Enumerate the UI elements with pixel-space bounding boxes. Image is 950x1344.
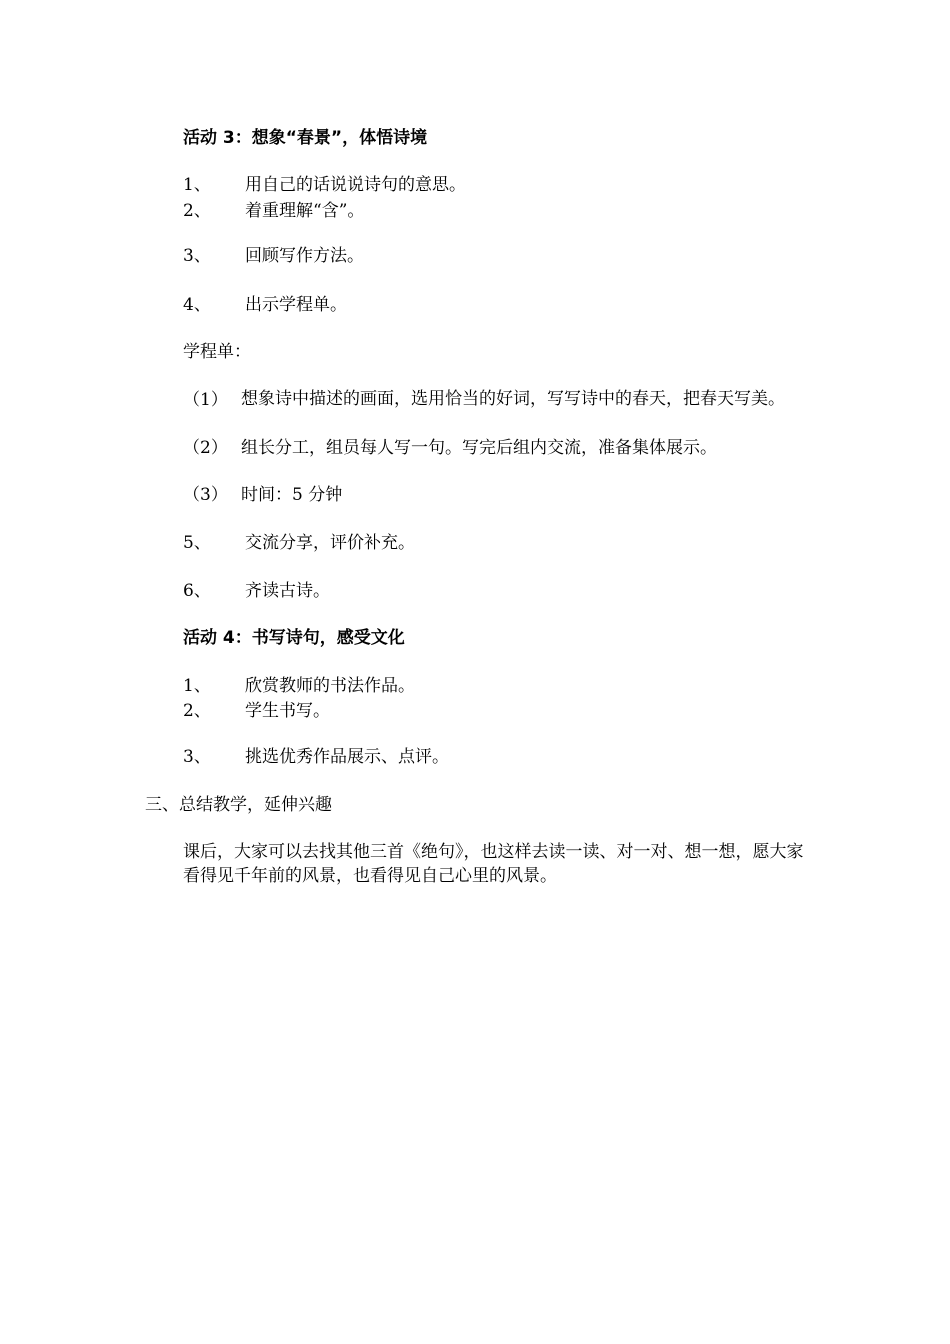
worksheet-item-text: 时间：5 分钟 [241, 485, 343, 505]
step-number: 4、 [183, 295, 211, 315]
step-number: 1、 [183, 175, 211, 195]
step-text: 着重理解“含”。 [245, 201, 365, 221]
worksheet-item-number: （1） [183, 390, 228, 410]
section3-heading: 三、总结教学，延伸兴趣 [145, 795, 332, 815]
worksheet-item-text: 想象诗中描述的画面，选用恰当的好词，写写诗中的春天，把春天写美。 [241, 389, 785, 409]
step-number: 3、 [183, 747, 211, 767]
step-number: 1、 [183, 676, 211, 696]
step-number: 3、 [183, 246, 211, 266]
step-number: 2、 [183, 701, 211, 721]
activity3-heading: 活动 3：想象“春景”，体悟诗境 [183, 128, 428, 148]
step-number: 2、 [183, 201, 211, 221]
activity4-heading: 活动 4：书写诗句，感受文化 [183, 628, 405, 648]
step-text: 欣赏教师的书法作品。 [245, 676, 415, 696]
closing-paragraph: 课后，大家可以去找其他三首《绝句》，也这样去读一读、对一对、想一想，愿大家看得见千年前的风景，也看得见自己心里的风景。 [183, 842, 804, 886]
step-text: 学生书写。 [245, 701, 330, 721]
worksheet-label: 学程单： [183, 342, 251, 362]
worksheet-item-number: （3） [183, 485, 228, 505]
step-text: 交流分享，评价补充。 [245, 533, 415, 553]
step-text: 齐读古诗。 [245, 581, 330, 601]
step-number: 6、 [183, 581, 211, 601]
step-text: 用自己的话说说诗句的意思。 [245, 175, 466, 195]
worksheet-item-text: 组长分工，组员每人写一句。写完后组内交流，准备集体展示。 [241, 438, 717, 458]
worksheet-item-number: （2） [183, 438, 228, 458]
step-text: 出示学程单。 [245, 295, 347, 315]
step-number: 5、 [183, 533, 211, 553]
step-text: 挑选优秀作品展示、点评。 [245, 747, 449, 767]
step-text: 回顾写作方法。 [245, 246, 364, 266]
